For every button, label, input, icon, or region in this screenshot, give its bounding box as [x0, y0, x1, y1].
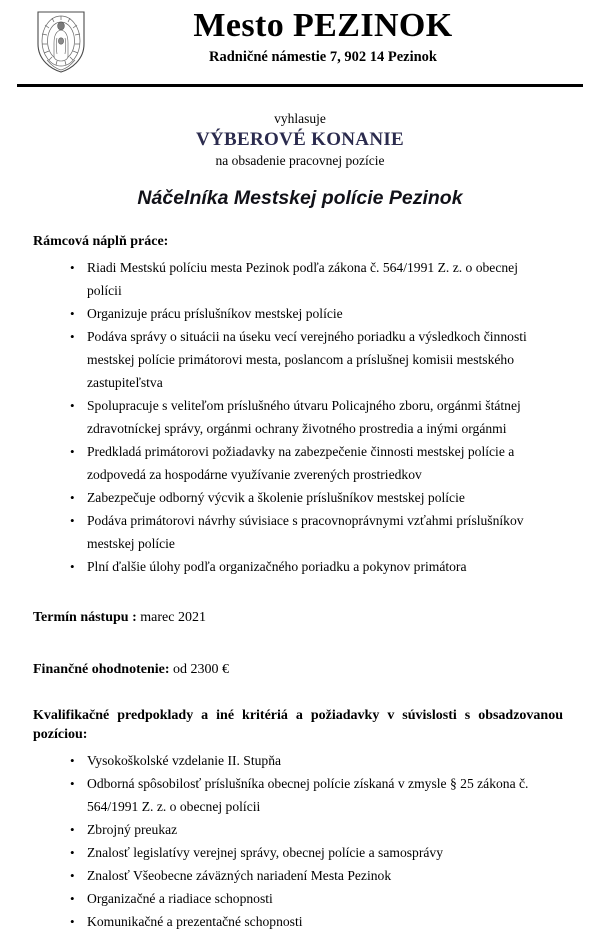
city-address: Radničné námestie 7, 902 14 Pezinok	[209, 49, 437, 65]
list-item: • Podáva správy o situácii na úseku vecí verejného poriadku a výsledkoch činnosti mestskej polície primátorovi mesta, poslancom a príslušnej komisii mestského zastupiteľstva	[17, 325, 583, 394]
qualifications-heading	[17, 706, 583, 744]
list-item: • Zabezpečuje odborný výcvik a školenie príslušníkov mestskej polície	[17, 486, 583, 509]
list-item: • Odborná spôsobilosť príslušníka obecnej polície získaná v zmysle § 25 zákona č. 564/1991 Z. z. o obecnej polícii	[17, 772, 583, 818]
list-item: • Znalosť legislatívy verejnej správy, obecnej polície a samosprávy	[17, 841, 583, 864]
list-item: • Vysokoškolské vzdelanie II. Stupňa	[17, 749, 583, 772]
list-item: • Znalosť Všeobecne záväzných nariadení Mesta Pezinok	[17, 864, 583, 887]
position-title: Náčelníka Mestskej polície Pezinok	[137, 187, 463, 209]
salary-label: Finančné ohodnotenie:	[33, 662, 170, 677]
list-item: • Podáva primátorovi návrhy súvisiace s pracovnoprávnymi vzťahmi príslušníkov mestskej polície	[17, 509, 583, 555]
list-item: • Komunikačné a prezentačné schopnosti	[17, 910, 583, 933]
start-date-line	[17, 608, 583, 628]
city-title: Mesto PEZINOK	[193, 7, 453, 44]
duties-list	[17, 256, 583, 578]
announcement-subtitle: na obsadenie pracovnej pozície	[215, 153, 385, 168]
announcement-block	[17, 110, 583, 170]
salary-value: od 2300 €	[173, 662, 230, 677]
start-date-label: Termín nástupu :	[33, 610, 137, 625]
qualifications-heading-line-1: Kvalifikačné predpoklady a iné kritériá a požiadavky v súvislosti s obsadzovanou	[33, 708, 563, 723]
salary-line	[17, 660, 583, 680]
qualifications-list	[17, 749, 583, 933]
announcement-headline: VÝBEROVÉ KONANIE	[195, 129, 405, 150]
start-date-value: marec 2021	[140, 610, 206, 625]
list-item: • Organizuje prácu príslušníkov mestskej polície	[17, 302, 583, 325]
list-item: • Plní ďalšie úlohy podľa organizačného poriadku a pokynov primátora	[17, 555, 583, 578]
list-item: • Riadi Mestskú políciu mesta Pezinok podľa zákona č. 564/1991 Z. z. o obecnej polícii	[17, 256, 583, 302]
list-item: • Predkladá primátorovi požiadavky na zabezpečenie činnosti mestskej polície a zodpovedá za hospodárne využívanie zverených prostriedkov	[17, 440, 583, 486]
letterhead-text	[17, 6, 583, 67]
list-item: • Organizačné a riadiace schopnosti	[17, 887, 583, 910]
header-divider	[17, 84, 583, 87]
letterhead	[17, 0, 583, 84]
qualifications-heading-line-2: pozíciou:	[33, 727, 88, 742]
list-item: • Zbrojný preukaz	[17, 818, 583, 841]
duties-heading: Rámcová náplň práce:	[33, 234, 169, 249]
announcement-verb: vyhlasuje	[274, 111, 326, 126]
list-item: • Spolupracuje s veliteľom príslušného útvaru Policajného zboru, orgánmi štátnej zdravotníckej správy, orgánmi ochrany životného prostredia a inými orgánmi	[17, 394, 583, 440]
